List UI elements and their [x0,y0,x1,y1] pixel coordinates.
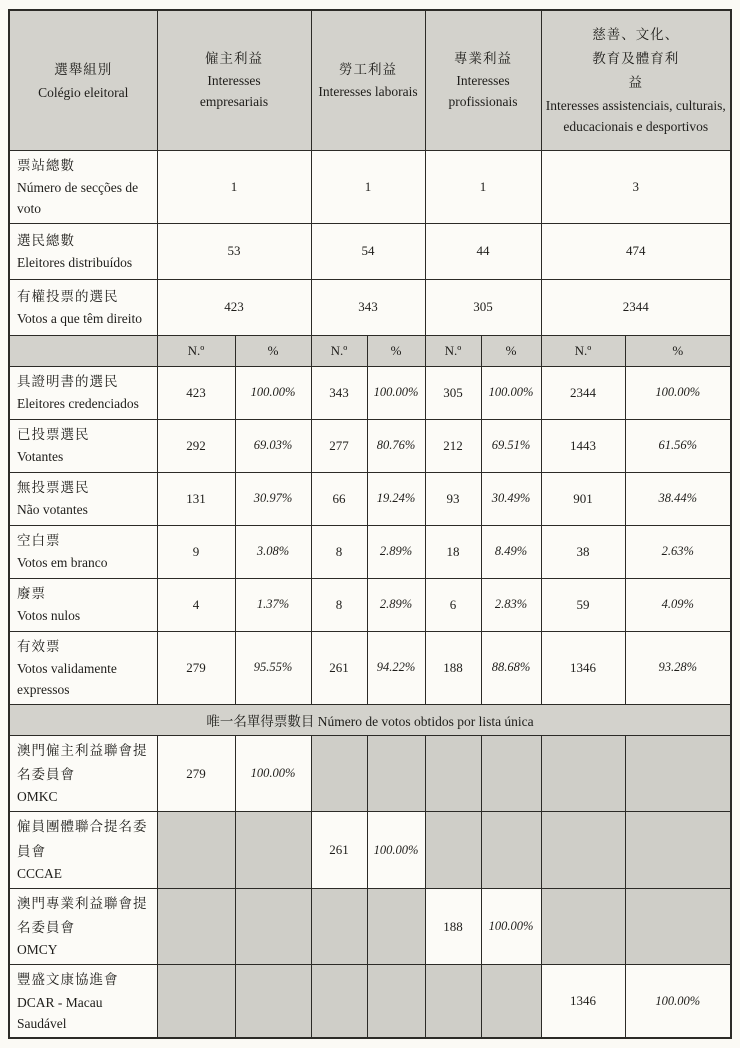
n-cell: 1346 [541,631,625,704]
n-cell: 279 [157,735,235,812]
value-cell: 423 [157,279,311,335]
row-label-zh: 澳門專業利益聯會提名委員會 [17,895,148,936]
group-header-empresariais [157,10,311,150]
n-cell: 66 [311,472,367,525]
n-cell: 59 [541,578,625,631]
group-label-pt: Interesses assistenciais, culturais, educacionais e desportivos [545,97,726,134]
pct-cell: 1.37% [235,578,311,631]
row-voting-sections [9,150,731,223]
row-votes-entitled [9,279,731,335]
pct-cell: 30.49% [481,472,541,525]
row-label [9,735,157,812]
pct-cell: 3.08% [235,525,311,578]
value-cell: 1 [157,150,311,223]
value-cell: 54 [311,223,425,279]
na-cell [367,888,425,965]
row-label-pt: Votos em branco [17,555,108,571]
n-cell: 1443 [541,419,625,472]
group-label-zh: 勞工利益 [339,61,397,77]
group-header-profissionais [425,10,541,150]
na-cell [541,735,625,812]
value-cell: 3 [541,150,731,223]
subheader-pct: % [367,335,425,366]
group-header-assistenciais [541,10,731,150]
row-label [9,525,157,578]
row-list-dcar [9,965,731,1039]
row-label-pt: Eleitores credenciados [17,396,139,412]
group-header-laborais [311,10,425,150]
row-blank-votes [9,525,731,578]
pct-cell: 95.55% [235,631,311,704]
row-label [9,366,157,419]
na-cell [541,888,625,965]
subheader-pct: % [625,335,731,366]
n-cell: 261 [311,812,367,889]
row-label-pt: Número de secções de voto [17,179,139,216]
pct-cell: 80.76% [367,419,425,472]
n-cell: 9 [157,525,235,578]
na-cell [625,735,731,812]
value-cell: 1 [425,150,541,223]
election-results-table [8,9,732,1039]
pct-cell: 38.44% [625,472,731,525]
n-cell: 188 [425,631,481,704]
row-label-zh: 豐盛文康協進會 [17,972,119,988]
pct-cell: 100.00% [367,366,425,419]
row-label-pt: Votos a que têm direito [17,310,142,326]
pct-cell: 2.83% [481,578,541,631]
subheader-pct: % [481,335,541,366]
row-label-pt: CCCAE [17,865,63,881]
n-cell: 212 [425,419,481,472]
na-cell [425,812,481,889]
row-list-omcy [9,888,731,965]
pct-cell: 2.63% [625,525,731,578]
pct-cell: 100.00% [625,366,731,419]
pct-cell: 94.22% [367,631,425,704]
subheader-pct: % [235,335,311,366]
pct-cell: 100.00% [481,888,541,965]
section-header-row [9,704,731,735]
row-registered-electors [9,223,731,279]
pct-cell: 61.56% [625,419,731,472]
na-cell [235,965,311,1039]
value-cell: 474 [541,223,731,279]
row-label-zh: 具證明書的選民 [17,374,119,390]
row-label-zh: 澳門僱主利益聯會提名委員會 [17,742,148,783]
n-cell: 261 [311,631,367,704]
pct-cell: 30.97% [235,472,311,525]
na-cell [235,888,311,965]
n-cell: 343 [311,366,367,419]
row-label-zh: 票站總數 [17,157,75,173]
row-label [9,150,157,223]
n-cell: 423 [157,366,235,419]
row-label-pt: Votantes [17,449,64,465]
na-cell [481,812,541,889]
pct-cell: 2.89% [367,525,425,578]
value-cell: 343 [311,279,425,335]
pct-cell: 100.00% [625,965,731,1039]
row-credentialed-electors [9,366,731,419]
row-label [9,812,157,889]
na-cell [367,735,425,812]
group-label-pt: Interesses profissionais [448,73,518,110]
pct-cell: 88.68% [481,631,541,704]
n-cell: 901 [541,472,625,525]
section-header-title: 唯一名單得票數目 Número de votos obtidos por lista única [9,704,731,735]
group-label-pt: Interesses laborais [318,83,418,99]
na-cell [541,812,625,889]
na-cell [311,965,367,1039]
group-label-zh: 慈善、文化、教育及體育利益 [592,26,680,91]
group-label-pt: Interesses empresariais [199,73,269,110]
n-cell: 4 [157,578,235,631]
na-cell [425,965,481,1039]
na-cell [625,812,731,889]
row-list-omkc [9,735,731,812]
row-valid-votes [9,631,731,704]
row-label-zh: 已投票選民 [17,427,90,443]
n-cell: 6 [425,578,481,631]
value-cell: 53 [157,223,311,279]
subheader-n: N.º [425,335,481,366]
n-cell: 292 [157,419,235,472]
pct-cell: 2.89% [367,578,425,631]
na-cell [157,812,235,889]
row-label-pt: Não votantes [17,502,88,518]
n-cell: 188 [425,888,481,965]
value-cell: 305 [425,279,541,335]
n-cell: 279 [157,631,235,704]
row-label [9,223,157,279]
row-label-zh: 無投票選民 [17,480,90,496]
row-label [9,419,157,472]
row-non-voters [9,472,731,525]
n-cell: 2344 [541,366,625,419]
na-cell [235,812,311,889]
n-cell: 18 [425,525,481,578]
n-cell: 8 [311,525,367,578]
row-label-zh: 廢票 [17,586,46,602]
pct-cell: 8.49% [481,525,541,578]
na-cell [311,888,367,965]
row-label-zh: 有效票 [17,638,61,654]
na-cell [481,735,541,812]
row-label-zh: 僱員團體聯合提名委員會 [17,819,148,859]
row-label-pt: Votos validamente expressos [17,660,117,697]
subheader-spacer [9,335,157,366]
na-cell [157,965,235,1039]
subheader-row [9,335,731,366]
value-cell: 1 [311,150,425,223]
n-cell: 277 [311,419,367,472]
row-label-zh: 有權投票的選民 [17,288,119,304]
row-label-pt: Votos nulos [17,608,81,624]
subheader-n: N.º [311,335,367,366]
group-label-zh: 專業利益 [454,51,512,67]
row-label-pt: Eleitores distribuídos [17,254,133,270]
row-label-zh: 選民總數 [17,232,75,248]
header-row [9,10,731,150]
na-cell [481,965,541,1039]
pct-cell: 19.24% [367,472,425,525]
row-label [9,578,157,631]
n-cell: 8 [311,578,367,631]
row-label [9,279,157,335]
row-label [9,631,157,704]
subheader-n: N.º [157,335,235,366]
pct-cell: 100.00% [235,366,311,419]
pct-cell: 93.28% [625,631,731,704]
n-cell: 131 [157,472,235,525]
corner-label-zh: 選舉組別 [54,61,113,77]
n-cell: 305 [425,366,481,419]
row-label-pt: OMCY [17,942,58,958]
row-label-pt: DCAR - Macau Saudável [17,994,103,1031]
pct-cell: 100.00% [481,366,541,419]
pct-cell: 100.00% [367,812,425,889]
row-label-zh: 空白票 [17,533,61,549]
pct-cell: 100.00% [235,735,311,812]
pct-cell: 69.51% [481,419,541,472]
value-cell: 2344 [541,279,731,335]
na-cell [425,735,481,812]
row-null-votes [9,578,731,631]
value-cell: 44 [425,223,541,279]
row-label [9,888,157,965]
row-label [9,965,157,1039]
pct-cell: 69.03% [235,419,311,472]
pct-cell: 4.09% [625,578,731,631]
row-label [9,472,157,525]
subheader-n: N.º [541,335,625,366]
corner-label-pt: Colégio eleitoral [38,84,129,100]
na-cell [157,888,235,965]
n-cell: 1346 [541,965,625,1039]
group-label-zh: 僱主利益 [205,51,263,67]
na-cell [625,888,731,965]
corner-header [9,10,157,150]
na-cell [311,735,367,812]
row-list-cccae [9,812,731,889]
n-cell: 93 [425,472,481,525]
n-cell: 38 [541,525,625,578]
row-label-pt: OMKC [17,789,58,805]
na-cell [367,965,425,1039]
row-voters [9,419,731,472]
